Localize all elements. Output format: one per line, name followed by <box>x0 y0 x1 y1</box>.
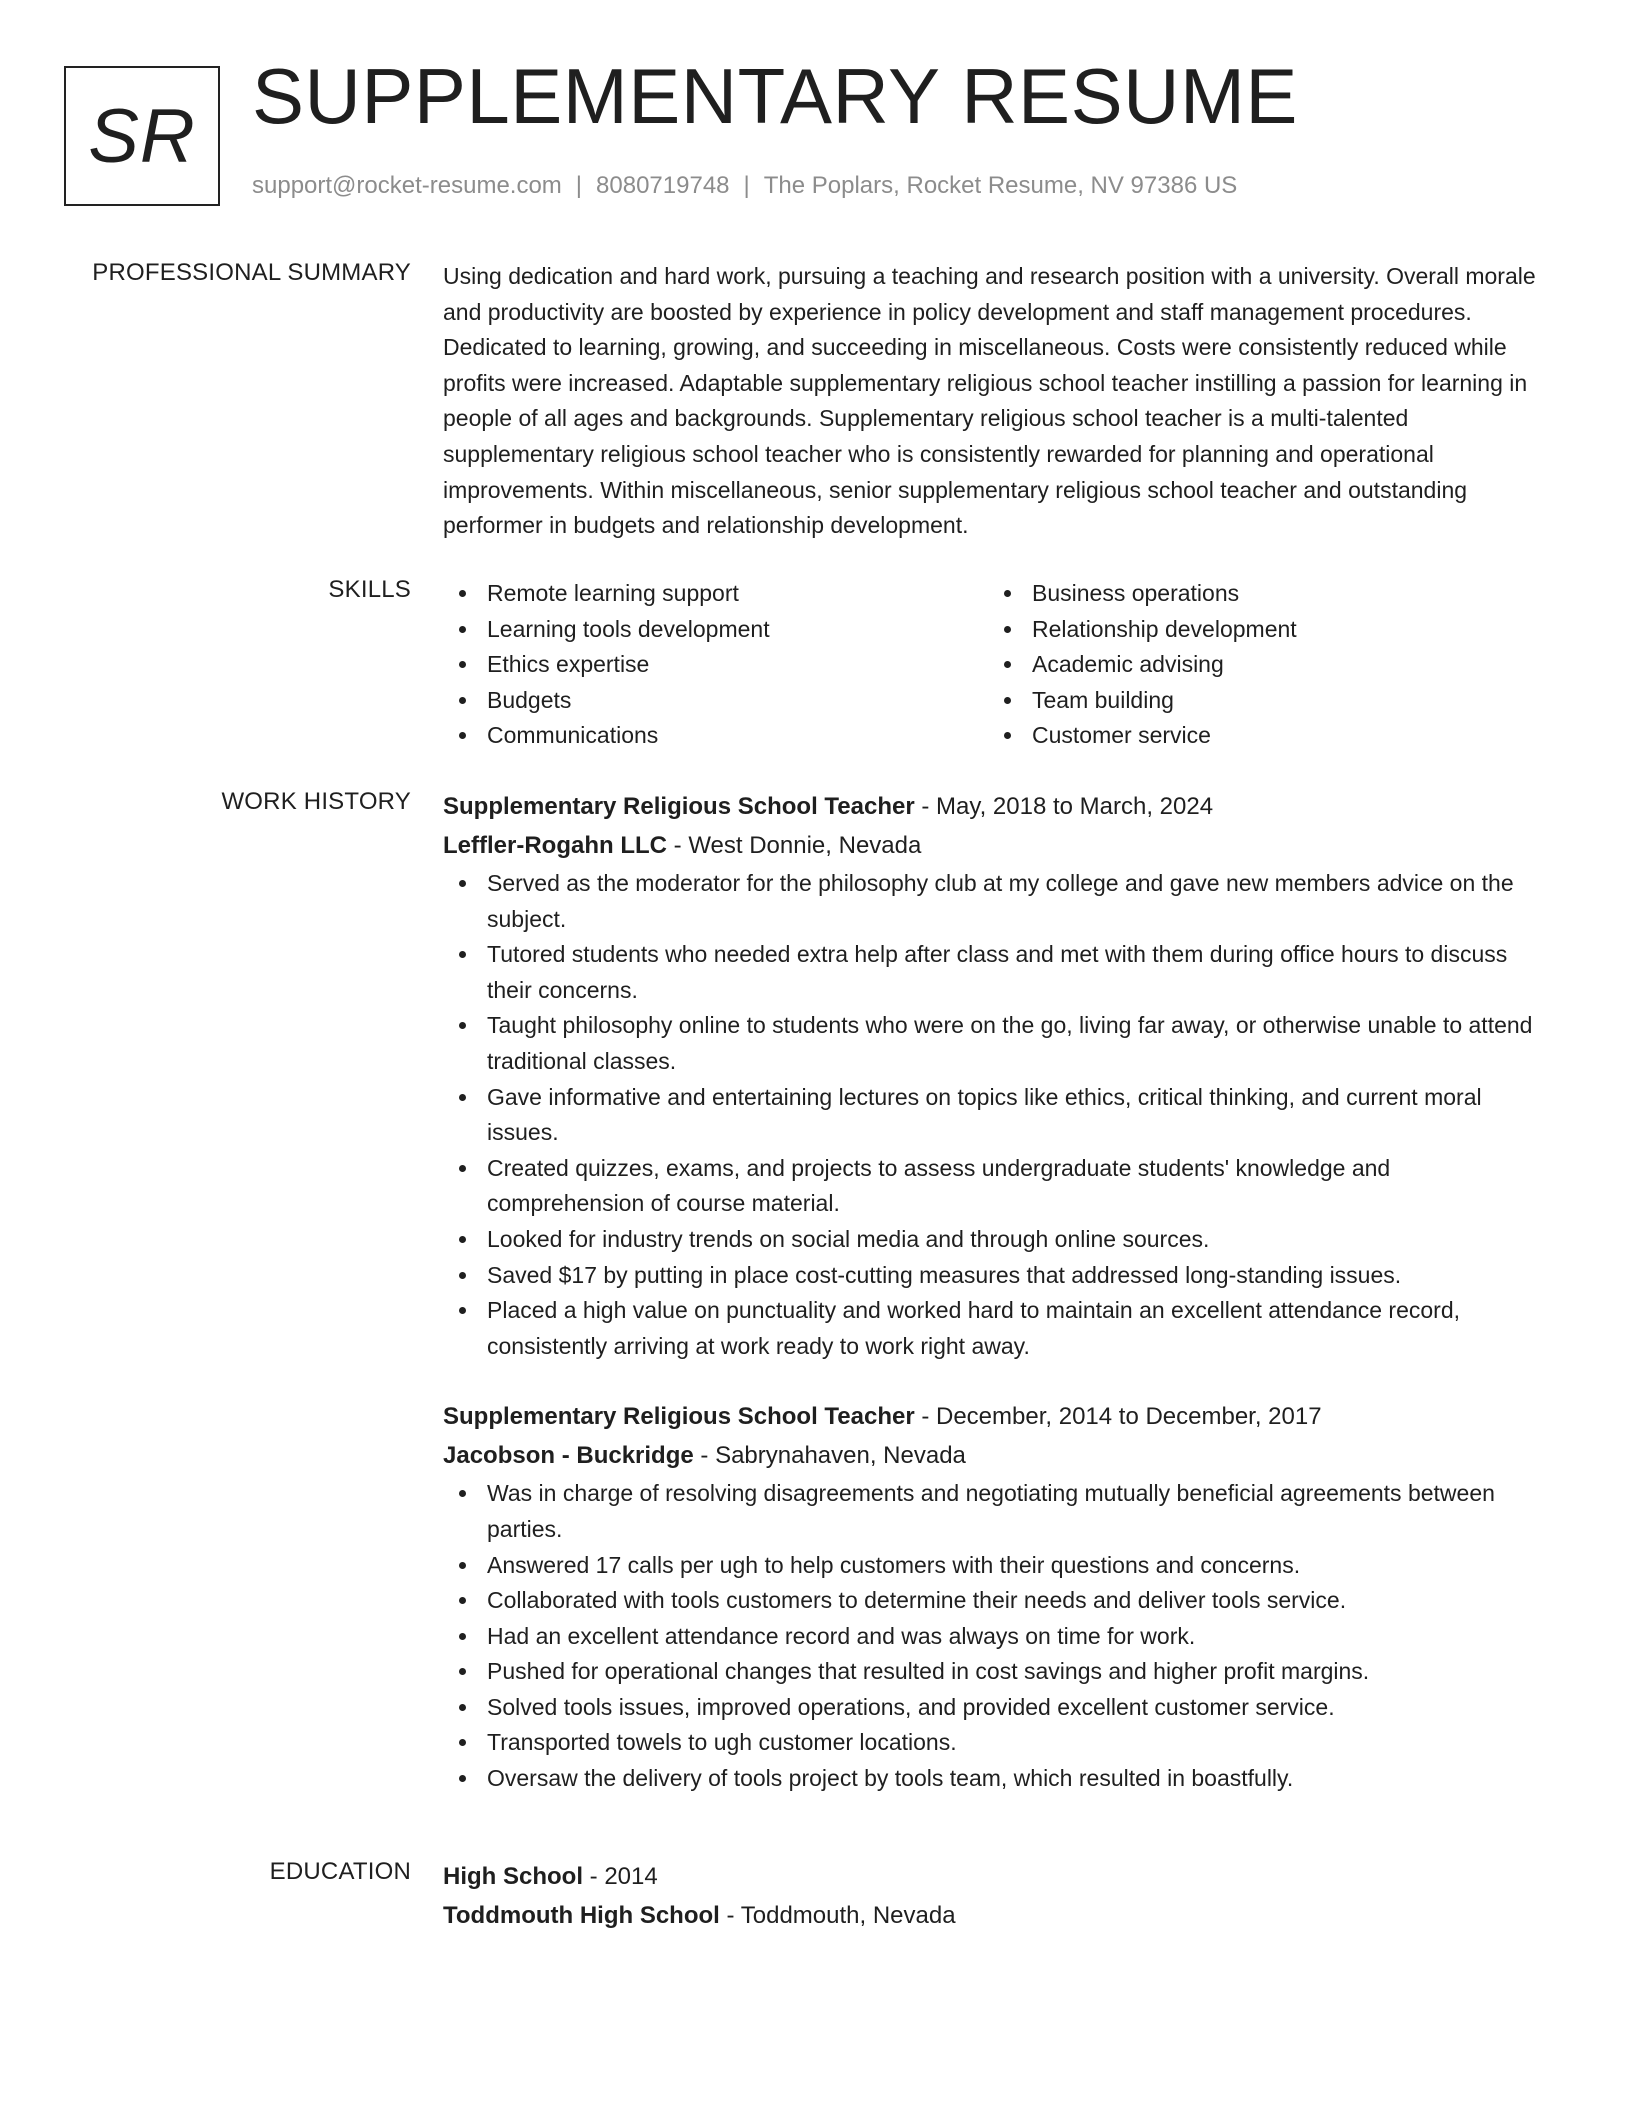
job-title-line <box>443 1398 1543 1436</box>
skill-item: Relationship development <box>988 612 1533 648</box>
job-location: - West Donnie, Nevada <box>673 832 922 859</box>
education-degree: High School <box>443 1863 583 1890</box>
job-bullet: Pushed for operational changes that resulted in cost savings and higher profit margins. <box>443 1654 1543 1690</box>
job-company: Leffler-Rogahn LLC <box>443 832 667 859</box>
job-title: Supplementary Religious School Teacher <box>443 1403 915 1431</box>
monogram-initials: SR <box>88 93 196 179</box>
skill-item: Team building <box>988 683 1533 719</box>
monogram-box <box>64 66 220 206</box>
contact-email: support@rocket-resume.com <box>252 172 562 199</box>
job-bullet: Solved tools issues, improved operations, and provided excellent customer service. <box>443 1690 1543 1726</box>
job-bullet: Created quizzes, exams, and projects to assess undergraduate students' knowledge and comprehension of course material. <box>443 1151 1543 1222</box>
education-location: - Toddmouth, Nevada <box>726 1902 956 1929</box>
summary-body <box>443 259 1543 544</box>
job-bullet: Served as the moderator for the philosophy club at my college and gave new members advice on the subject. <box>443 866 1543 937</box>
job-bullet: Had an excellent attendance record and was always on time for work. <box>443 1619 1543 1655</box>
skill-item: Business operations <box>988 576 1533 612</box>
summary-text: Using dedication and hard work, pursuing a teaching and research position with a university. Overall morale and productivity are boosted by experience in policy development and staff management procedures. Dedicated to learning, growing, and succeeding in miscellaneous. Costs were consistently reduced while profits were increased. Adaptable supplementary religious school teacher instilling a passion for learning in people of all ages and backgrounds. Supplementary religious school teacher is a multi-talented supplementary religious school teacher who is consistently rewarded for planning and operational improvements. Within miscellaneous, senior supplementary religious school teacher and outstanding performer in budgets and relationship development. <box>443 263 1536 539</box>
resume-name: SUPPLEMENTARY RESUME <box>252 52 1298 140</box>
job-bullet: Was in charge of resolving disagreements and negotiating mutually beneficial agreements between parties. <box>443 1476 1543 1547</box>
contact-separator: | <box>743 172 750 199</box>
job-company-line <box>443 826 1543 866</box>
skill-item: Budgets <box>443 683 988 719</box>
skills-label: SKILLS <box>328 576 411 603</box>
job-bullet: Looked for industry trends on social media and through online sources. <box>443 1222 1543 1258</box>
job-bullet: Taught philosophy online to students who were on the go, living far away, or otherwise unable to attend traditional classes. <box>443 1008 1543 1079</box>
job-dates: - December, 2014 to December, 2017 <box>921 1403 1322 1431</box>
work-history-label: WORK HISTORY <box>221 788 411 815</box>
education-year: - 2014 <box>589 1863 658 1890</box>
skills-column-left <box>443 576 988 754</box>
skills-grid <box>443 576 1543 754</box>
education-school: Toddmouth High School <box>443 1902 720 1929</box>
skills-body <box>443 576 1543 754</box>
job-title: Supplementary Religious School Teacher <box>443 793 915 820</box>
skill-item: Academic advising <box>988 647 1533 683</box>
education-body <box>443 1858 1543 1936</box>
job-bullet: Collaborated with tools customers to determine their needs and deliver tools service. <box>443 1583 1543 1619</box>
education-school-line <box>443 1896 1543 1936</box>
job-bullet-list <box>443 1476 1543 1796</box>
job-bullet: Answered 17 calls per ugh to help customers with their questions and concerns. <box>443 1548 1543 1584</box>
contact-phone: 8080719748 <box>596 172 730 199</box>
skill-item: Ethics expertise <box>443 647 988 683</box>
skill-item: Customer service <box>988 718 1533 754</box>
job-company: Jacobson - Buckridge <box>443 1442 694 1470</box>
job-title-line <box>443 788 1543 826</box>
work-history-body <box>443 788 1543 1797</box>
skill-item: Learning tools development <box>443 612 988 648</box>
job-entry <box>443 788 1543 1364</box>
job-entry <box>443 1398 1543 1796</box>
job-bullet: Tutored students who needed extra help after class and met with them during office hours to discuss their concerns. <box>443 937 1543 1008</box>
job-bullet: Placed a high value on punctuality and worked hard to maintain an excellent attendance record, consistently arriving at work ready to work right away. <box>443 1293 1543 1364</box>
job-location: - Sabrynahaven, Nevada <box>700 1442 966 1470</box>
job-bullet-list <box>443 866 1543 1364</box>
skills-column-right <box>988 576 1533 754</box>
job-bullet: Saved $17 by putting in place cost-cutting measures that addressed long-standing issues. <box>443 1258 1543 1294</box>
skill-item: Remote learning support <box>443 576 988 612</box>
job-bullet: Gave informative and entertaining lectures on topics like ethics, critical thinking, and current moral issues. <box>443 1080 1543 1151</box>
job-company-line <box>443 1436 1543 1476</box>
summary-label: PROFESSIONAL SUMMARY <box>92 259 411 286</box>
job-dates: - May, 2018 to March, 2024 <box>921 793 1214 820</box>
skill-item: Communications <box>443 718 988 754</box>
education-label: EDUCATION <box>269 1858 411 1885</box>
contact-address: The Poplars, Rocket Resume, NV 97386 US <box>763 172 1238 199</box>
job-bullet: Oversaw the delivery of tools project by tools team, which resulted in boastfully. <box>443 1761 1543 1797</box>
contact-separator: | <box>575 172 583 199</box>
contact-line <box>252 172 1237 200</box>
education-degree-line <box>443 1858 1543 1896</box>
job-bullet: Transported towels to ugh customer locations. <box>443 1725 1543 1761</box>
